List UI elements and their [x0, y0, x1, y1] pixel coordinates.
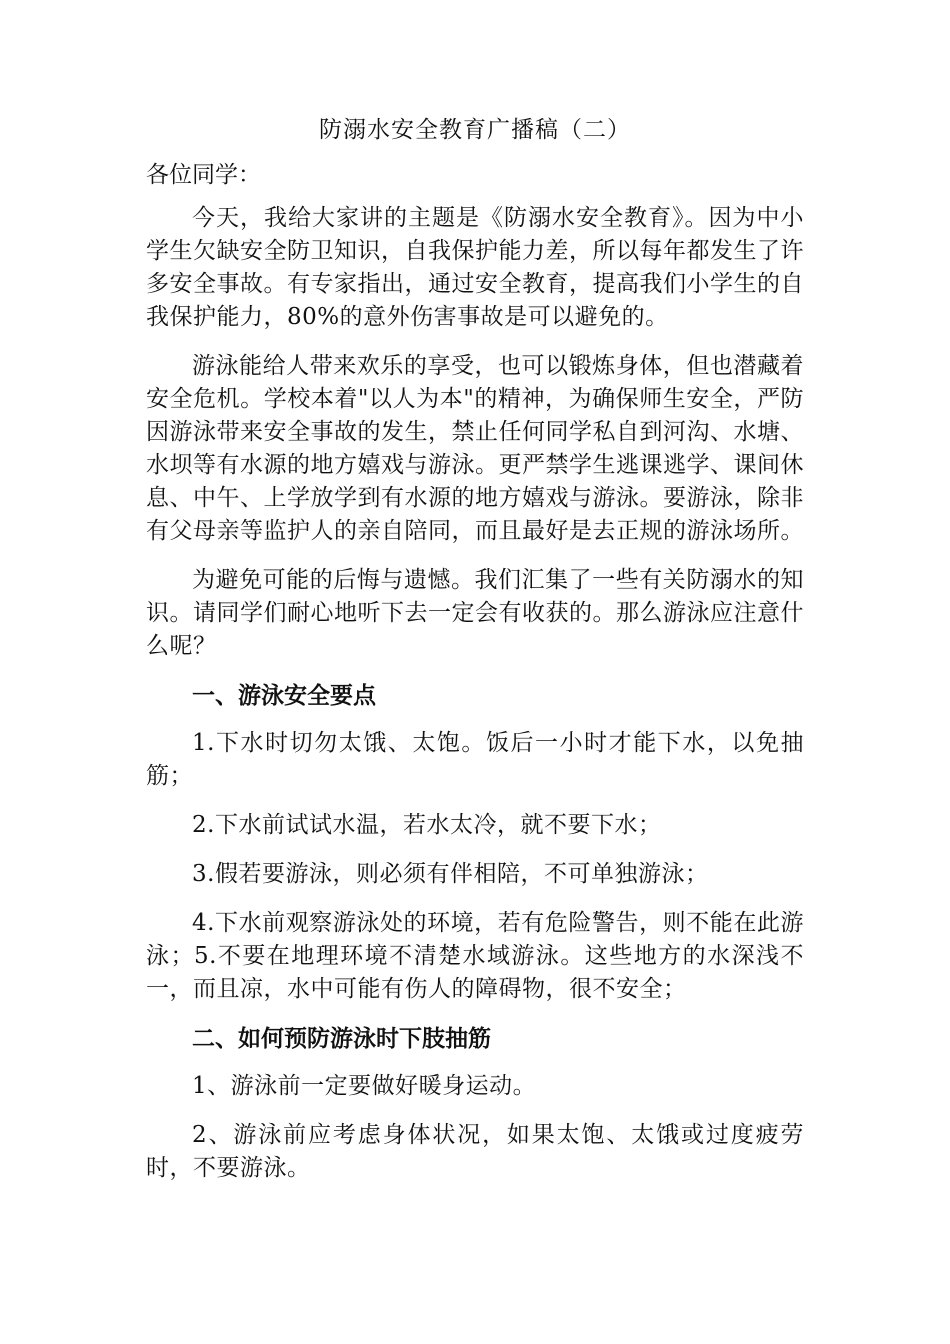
- safety-point-item: 1.下水时切勿太饿、太饱。饭后一小时才能下水，以免抽筋；: [146, 730, 804, 789]
- intro-paragraph: 今天，我给大家讲的主题是《防溺水安全教育》。因为中小学生欠缺安全防卫知识，自我保护能力差，所以每年都发生了许多安全事故。有专家指出，通过安全教育，提高我们小学生的自我保护能力，80%的意外伤害事故是可以避免的。: [146, 205, 804, 330]
- document-title: 防溺水安全教育广播稿（二）: [319, 117, 631, 143]
- section-heading-safety-points: 一、游泳安全要点: [192, 683, 376, 709]
- section-heading-cramp-prevention: 二、如何预防游泳时下肢抽筋: [192, 1026, 491, 1052]
- rules-paragraph: 游泳能给人带来欢乐的享受，也可以锻炼身体，但也潜藏着安全危机。学校本着"以人为本"的精神，为确保师生安全，严防因游泳带来安全事故的发生，禁止任何同学私自到河沟、水塘、水坝等有水源的地方嬉戏与游泳。更严禁学生逃课逃学、课间休息、中午、上学放学到有水源的地方嬉戏与游泳。要游泳，除非有父母亲等监护人的亲自陪同，而且最好是去正规的游泳场所。: [146, 353, 804, 544]
- cramp-prevention-item: 2、游泳前应考虑身体状况，如果太饱、太饿或过度疲劳时，不要游泳。: [146, 1122, 804, 1181]
- cramp-prevention-item: 1、游泳前一定要做好暖身运动。: [192, 1073, 537, 1099]
- transition-paragraph: 为避免可能的后悔与遗憾。我们汇集了一些有关防溺水的知识。请同学们耐心地听下去一定会有收获的。那么游泳应注意什么呢？: [146, 567, 804, 659]
- document-body: [146, 158, 804, 1201]
- safety-point-item: 4.下水前观察游泳处的环境，若有危险警告，则不能在此游泳；5.不要在地理环境不清楚水域游泳。这些地方的水深浅不一，而且凉，水中可能有伤人的障碍物，很不安全；: [146, 910, 804, 1002]
- safety-point-item: 3.假若要游泳，则必须有伴相陪，不可单独游泳；: [192, 861, 709, 887]
- safety-point-item: 2.下水前试试水温，若水太冷，就不要下水；: [192, 812, 662, 838]
- salutation: 各位同学：: [146, 162, 261, 188]
